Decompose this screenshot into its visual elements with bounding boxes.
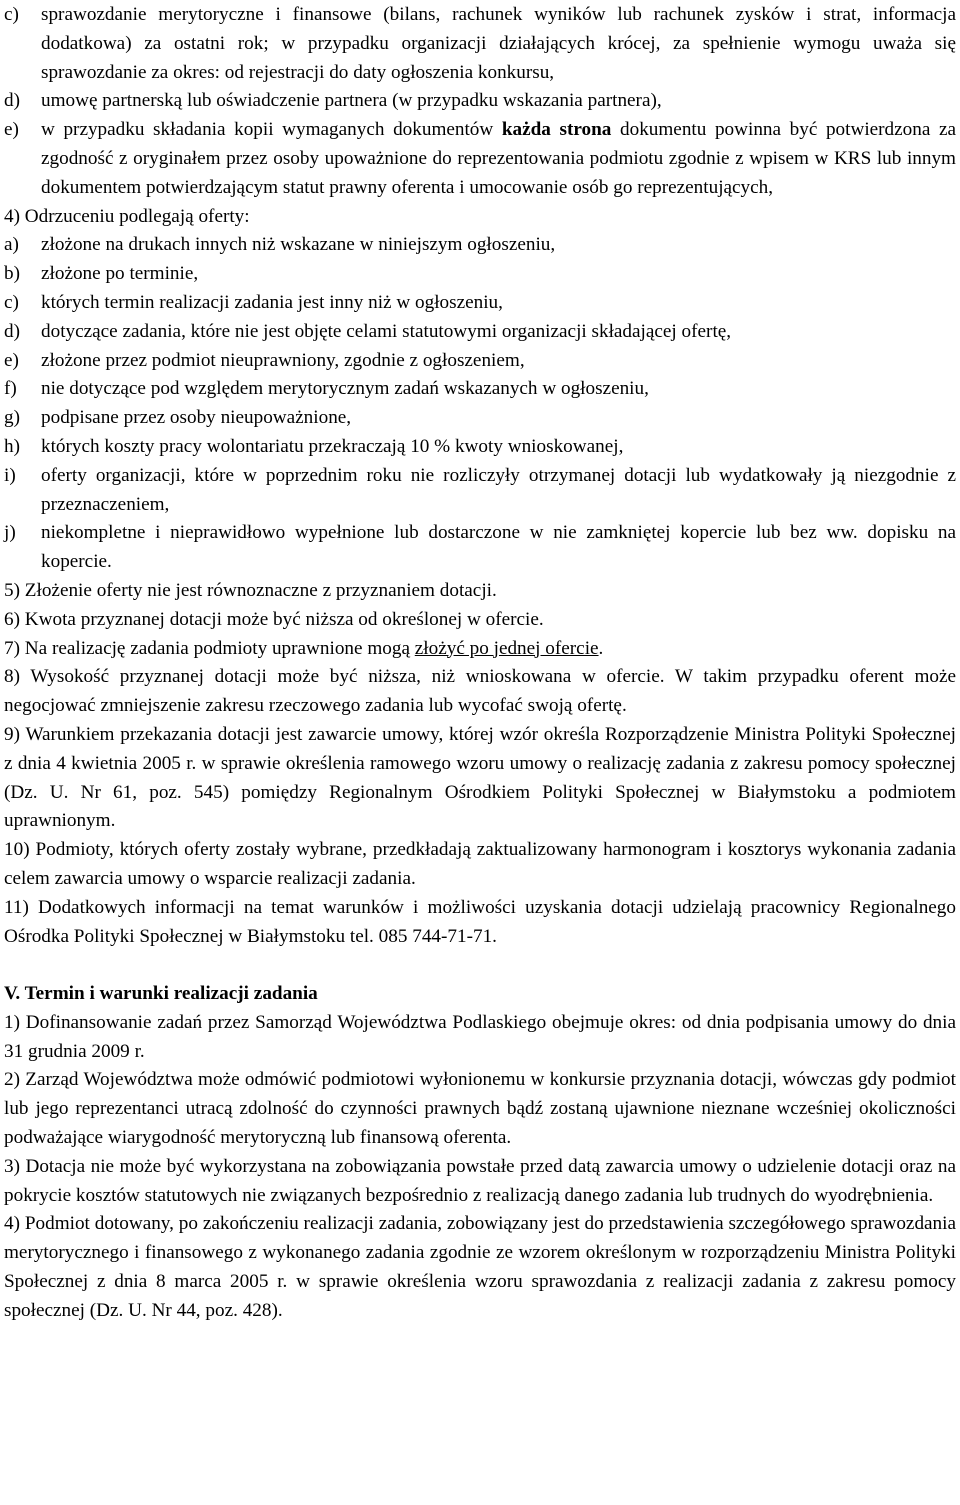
list-marker: c) — [4, 4, 19, 25]
list-marker: a) — [4, 234, 19, 256]
section-v-paragraph-4: 4) Podmiot dotowany, po zakończeniu realizacji zadania, zobowiązany jest do przedstawienia szczegółowego sprawozdania merytorycznego i finansowego z wykonanego zadania zgodnie ze wzorem określonym w rozporządzeniu Ministra Polityki Społecznej z dnia 8 marca 2005 r. w sprawie określenia wzoru sprawozdania z realizacji zadania z zakresu pomocy społecznej (Dz. U. Nr 44, poz. 428). — [4, 1213, 956, 1321]
paragraph-10: 10) Podmioty, których oferty zostały wybrane, przedkładają zaktualizowany harmonogram i kosztorys wykonania zadania celem zawarcia umowy o wsparcie realizacji zadania. — [4, 839, 956, 889]
section-v-heading: V. Termin i warunki realizacji zadania — [4, 983, 318, 1005]
paragraph-9: 9) Warunkiem przekazania dotacji jest zawarcie umowy, której wzór określa Rozporządzenie Ministra Polityki Społecznej z dnia 4 kwietnia 2005 r. w sprawie określenia ramowego wzoru umowy o realizację zadania z zakresu pomocy społecznej (Dz. U. Nr 61, poz. 545) pomiędzy Regionalnym Ośrodkiem Polityki Społecznej w Białymstoku a podmiotem uprawnionym. — [4, 723, 956, 832]
list-marker: e) — [4, 349, 19, 371]
list-item-text — [41, 116, 956, 202]
rejection-item-c — [4, 289, 956, 318]
paragraph-11: 11) Dodatkowych informacji na temat warunków i możliwości uzyskania dotacji udzielają pracownicy Regionalnego Ośrodka Polityki Społecznej w Białymstoku tel. 085 744-71-71. — [4, 896, 956, 947]
list-marker: g) — [4, 407, 20, 429]
list-marker: f) — [4, 378, 17, 400]
text-before-underline: 7) Na realizację zadania podmioty uprawnione mogą — [4, 637, 415, 659]
rejection-item-b — [4, 260, 956, 289]
list-item-text: nie dotyczące pod względem merytorycznym zadań wskazanych w ogłoszeniu, — [41, 378, 649, 400]
text-before-bold: w przypadku składania kopii wymaganych dokumentów — [41, 119, 502, 141]
list-item-text: których termin realizacji zadania jest inny niż w ogłoszeniu, — [41, 291, 503, 313]
list-marker: i) — [4, 464, 16, 486]
rejection-item-e — [4, 347, 956, 376]
list-item-text: złożone przez podmiot nieuprawniony, zgodnie z ogłoszeniem, — [41, 349, 525, 371]
paragraph-8: 8) Wysokość przyznanej dotacji może być niższa, niż wnioskowana w ofercie. W takim przypadku oferent może negocjować zmniejszenie zakresu rzeczowego zadania lub wycofać swoją ofertę. — [4, 666, 956, 717]
rejection-item-h — [4, 433, 956, 462]
section-v-paragraph-3: 3) Dotacja nie może być wykorzystana na zobowiązania powstałe przed datą zawarcia umowy o udzielenie dotacji oraz na pokrycie kosztów statutowych nie związanych bezpośrednio z realizacją danego zadania lub trudnych do wyodrębnienia. — [4, 1155, 956, 1206]
list-item-text: umowę partnerską lub oświadczenie partnera (w przypadku wskazania partnera), — [41, 90, 662, 112]
list-marker: d) — [4, 90, 20, 112]
text-after-bold: dokumentu powinna być potwierdzona za zgodność z oryginałem przez osoby upoważnione do reprezentowania podmiotu zgodnie z wpisem w KRS lub innym dokumentem potwierdzającym statut prawny oferenta i umocowanie osób go reprezentujących, — [41, 119, 957, 198]
paragraph-5: 5) Złożenie oferty nie jest równoznaczne z przyznaniem dotacji. — [4, 579, 497, 601]
rejection-item-i — [4, 462, 956, 520]
list-marker: e) — [4, 119, 19, 141]
list-item-text: oferty organizacji, które w poprzednim roku nie rozliczyły otrzymanej dotacji lub wydatkowały ją niezgodnie z przeznaczeniem, — [41, 464, 956, 515]
paragraph-7 — [4, 635, 956, 664]
list-item-text: niekompletne i nieprawidłowo wypełnione lub dostarczone w nie zamkniętej kopercie lub bez ww. dopisku na kopercie. — [41, 522, 956, 573]
list-item-c — [4, 1, 956, 87]
list-marker: b) — [4, 263, 20, 285]
text-after-underline: . — [598, 637, 604, 659]
paragraph-6: 6) Kwota przyznanej dotacji może być niższa od określonej w ofercie. — [4, 608, 544, 630]
list-marker: h) — [4, 435, 20, 457]
bold-emphasis: każda strona — [501, 119, 612, 141]
rejection-item-g — [4, 404, 956, 433]
list-item-text: których koszty pracy wolontariatu przekraczają 10 % kwoty wnioskowanej, — [41, 435, 624, 457]
section-v-paragraph-1: 1) Dofinansowanie zadań przez Samorząd Województwa Podlaskiego obejmuje okres: od dnia podpisania umowy do dnia 31 grudnia 2009 r. — [4, 1011, 956, 1062]
list-marker: c) — [4, 291, 19, 313]
list-item-text: złożone na drukach innych niż wskazane w niniejszym ogłoszeniu, — [41, 234, 556, 256]
rejection-item-j — [4, 519, 956, 577]
section-4-title: 4) Odrzuceniu podlegają oferty: — [4, 205, 250, 227]
list-item-d — [4, 87, 956, 116]
list-item-text: sprawozdanie merytoryczne i finansowe (bilans, rachunek wyników lub rachunek zysków i strat, informacja dodatkowa) za ostatni rok; w przypadku organizacji działających krócej, za spełnienie wymogu uważa się sprawozdanie za okres: od rejestracji do daty ogłoszenia konkursu, — [41, 4, 956, 83]
rejection-item-d — [4, 318, 956, 347]
list-item-text: podpisane przez osoby nieupoważnione, — [41, 407, 352, 429]
list-item-text: złożone po terminie, — [41, 263, 199, 285]
list-marker: j) — [4, 522, 16, 544]
list-item-text: dotyczące zadania, które nie jest objęte celami statutowymi organizacji składającej ofertę, — [41, 320, 732, 342]
section-v-paragraph-2: 2) Zarząd Województwa może odmówić podmiotowi wyłonionemu w konkursie przyznania dotacji, wówczas gdy podmiot lub jego reprezentanci utracą zdolność do czynności prawnych bądź zostaną ujawnione nieznane wcześniej okoliczności podważające wiarygodność merytoryczną lub finansową oferenta. — [4, 1069, 956, 1149]
list-marker: d) — [4, 320, 20, 342]
blank-line — [4, 951, 956, 980]
list-item-e — [4, 116, 956, 202]
underlined-text: złożyć po jednej ofercie — [414, 637, 599, 659]
rejection-item-f — [4, 375, 956, 404]
rejection-item-a — [4, 231, 956, 260]
